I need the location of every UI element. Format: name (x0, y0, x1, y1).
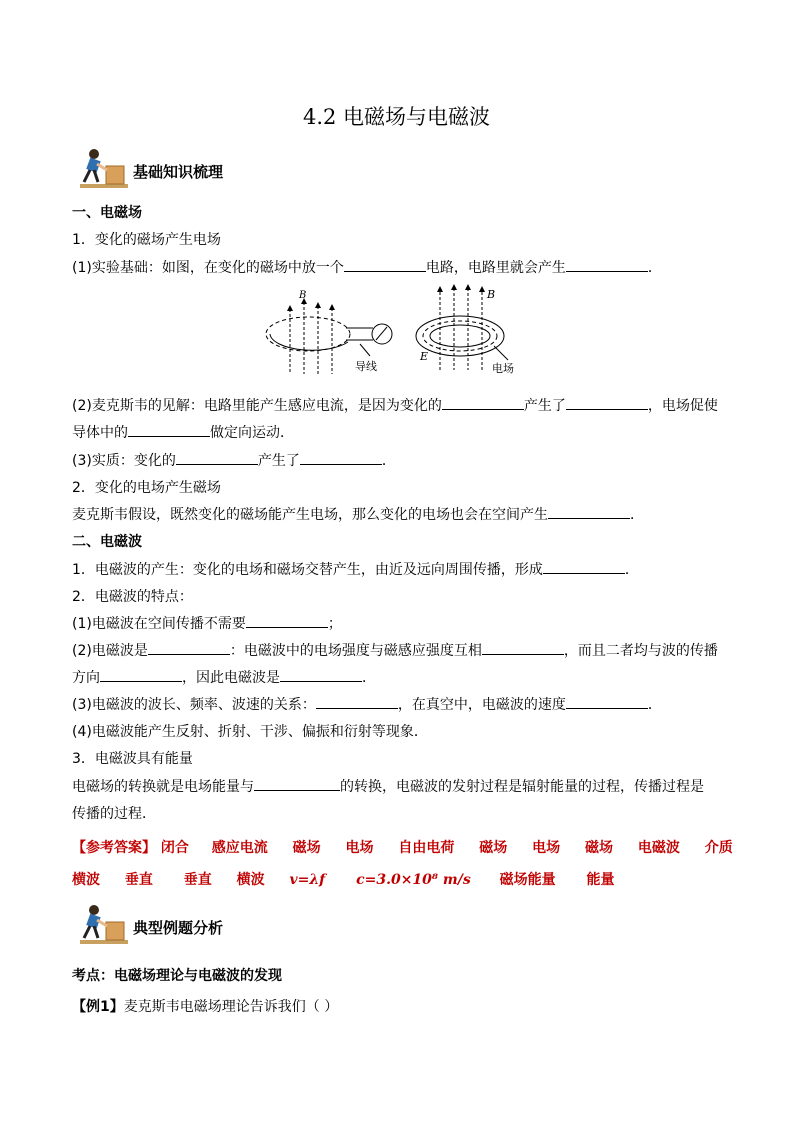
answers-label: 【参考答案】 (72, 840, 156, 856)
part2-item3: 3．电磁波具有能量 (72, 751, 193, 767)
answer-item: 垂直 (124, 872, 153, 888)
answer-item: 介质 (704, 840, 733, 856)
part1-item2: 2．变化的电场产生磁场 (72, 480, 221, 496)
blank (148, 640, 230, 655)
blank (548, 504, 630, 519)
answer-item: 能量 (586, 872, 615, 888)
answer-item: 横波 (72, 872, 100, 888)
answer-item: 自由电荷 (398, 840, 455, 856)
blank (482, 640, 564, 655)
part1-p3: (3)实质：变化的 产生了 ． (72, 450, 396, 470)
svg-text:B: B (299, 290, 307, 301)
part2-s4: (4)电磁波能产生反射、折射、干涉、偏振和衍射等现象． (72, 724, 428, 740)
answers-row2 (72, 869, 628, 889)
part1-p1: (1)实验基础：如图，在变化的磁场中放一个 电路，电路里就会产生 ． (72, 257, 662, 277)
blank (300, 450, 382, 465)
answer-item: 磁场 (479, 840, 508, 856)
svg-text:导线: 导线 (355, 360, 377, 373)
part1-p2: (2)麦克斯韦的见解：电路里能产生感应电流，是因为变化的 产生了 ，电场促使 (72, 395, 718, 415)
answer-item: 垂直 (183, 872, 212, 888)
answer-item: 闭合 (160, 840, 189, 856)
part1-p2-cont: 导体中的 做定向运动． (72, 422, 294, 442)
blank (543, 559, 625, 574)
section-pusher-icon (80, 148, 128, 190)
svg-text:B: B (487, 288, 496, 301)
answer-item: 磁场 (585, 840, 613, 856)
answer-item: 磁场能量 (499, 872, 556, 888)
kaodian: 考点：电磁场理论与电磁波的发现 (72, 968, 282, 984)
blank (280, 667, 362, 682)
part1-item1: 1．变化的磁场产生电场 (72, 232, 221, 248)
blank (100, 667, 182, 682)
blank (566, 395, 648, 410)
part2-s1: (1)电磁波在空间传播不需要 ； (72, 613, 342, 633)
blank (566, 257, 648, 272)
induction-figure (260, 284, 530, 379)
part2-s3: (3)电磁波的波长、频率、波速的关系： ，在真空中，电磁波的速度 ． (72, 694, 662, 714)
section-heading-basics: 基础知识梳理 (133, 163, 224, 181)
part1-p4: 麦克斯韦假设，既然变化的磁场能产生电场，那么变化的电场也会在空间产生 ． (72, 504, 644, 524)
page-title: 4.2 电磁场与电磁波 (302, 105, 491, 129)
answer-item: 电场 (532, 840, 561, 856)
part2-energy-cont: 传播的过程． (72, 806, 156, 822)
blank (176, 450, 258, 465)
blank (344, 257, 426, 272)
part2-energy: 电磁场的转换就是电场能量与 的转换，电磁波的发射过程是辐射能量的过程，传播过程是 (72, 776, 704, 796)
section-heading-examples: 典型例题分析 (133, 919, 224, 937)
part2-s2: (2)电磁波是 ：电磁波中的电场强度与磁感应强度互相 ，而且二者均与波的传播 (72, 640, 718, 660)
blank (128, 422, 210, 437)
answers-row1 (72, 837, 747, 857)
blank (566, 694, 648, 709)
part2-item2: 2．电磁波的特点： (72, 589, 193, 605)
blank (254, 776, 340, 791)
part2-heading: 二、电磁波 (72, 534, 142, 550)
example-text: 麦克斯韦电磁场理论告诉我们（ ） (123, 999, 339, 1015)
answer-item: 磁场 (292, 840, 321, 856)
blank (316, 694, 398, 709)
answer-formula: c=3.0×10⁸ m/s (356, 872, 471, 888)
part2-item1: 1．电磁波的产生：变化的电场和磁场交替产生，由近及远向周围传播，形成 ． (72, 559, 639, 579)
answer-item: 电磁波 (637, 840, 680, 856)
example-1 (72, 996, 338, 1016)
answer-formula: v=λf (289, 872, 326, 888)
part1-heading: 一、电磁场 (72, 205, 142, 221)
answer-item: 电场 (345, 840, 374, 856)
answer-item: 感应电流 (211, 840, 268, 856)
section-pusher-icon (80, 904, 128, 946)
svg-text:电场: 电场 (492, 362, 514, 375)
blank (246, 613, 328, 628)
part2-s2-cont: 方向 ，因此电磁波是 ． (72, 667, 376, 687)
blank (442, 395, 524, 410)
example-label: 【例1】 (72, 999, 124, 1015)
svg-text:E: E (420, 350, 429, 363)
answer-item: 横波 (236, 872, 265, 888)
